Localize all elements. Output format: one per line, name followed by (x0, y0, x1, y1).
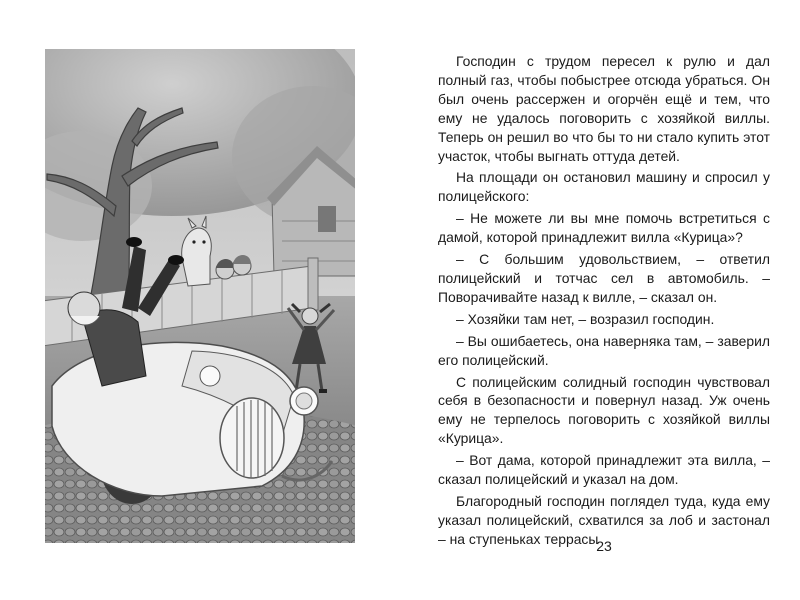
illustration (42, 46, 358, 546)
text-column (438, 52, 770, 552)
paragraph: Благородный господин поглядел туда, куда ему указал полицейский, схватился за лоб и застонал – на ступеньках террасы (438, 492, 770, 547)
paragraph: – Не можете ли вы мне помочь встретиться с дамой, которой принадлежит вилла «Курица»? (438, 210, 770, 246)
paragraph: – С большим удовольствием, – ответил полицейский и тотчас сел в автомобиль. – Поворачивайте назад к вилле, – сказал он. (438, 251, 770, 305)
illustration-drawing (42, 46, 358, 546)
paragraph: – Вы ошибаетесь, она наверняка там, – заверил его полицейский. (438, 332, 770, 368)
paragraph: С полицейским солидный господин чувствовал себя в безопасности и повернул назад. Уж очень ему не терпелось поговорить с хозяйкой виллы «Курица». (438, 373, 770, 447)
page-number: 23 (596, 538, 612, 554)
paragraph: – Хозяйки там нет, – возразил господин. (456, 310, 715, 327)
paragraph: На площади он остановил машину и спросил у полицейского: (438, 169, 770, 205)
paragraph: – Вот дама, которой принадлежит эта вилла, – сказал полицейский и указал на дом. (438, 452, 770, 488)
paragraph: Господин с трудом пересел к рулю и дал полный газ, чтобы побыстрее отсюда убраться. Он был очень рассержен и огорчён ещё и тем, что ему не удалось поговорить с хозяйкой виллы. Теперь он решил во что бы то ни стало купить этот участок, чтобы выгнать оттуда детей. (438, 53, 770, 164)
